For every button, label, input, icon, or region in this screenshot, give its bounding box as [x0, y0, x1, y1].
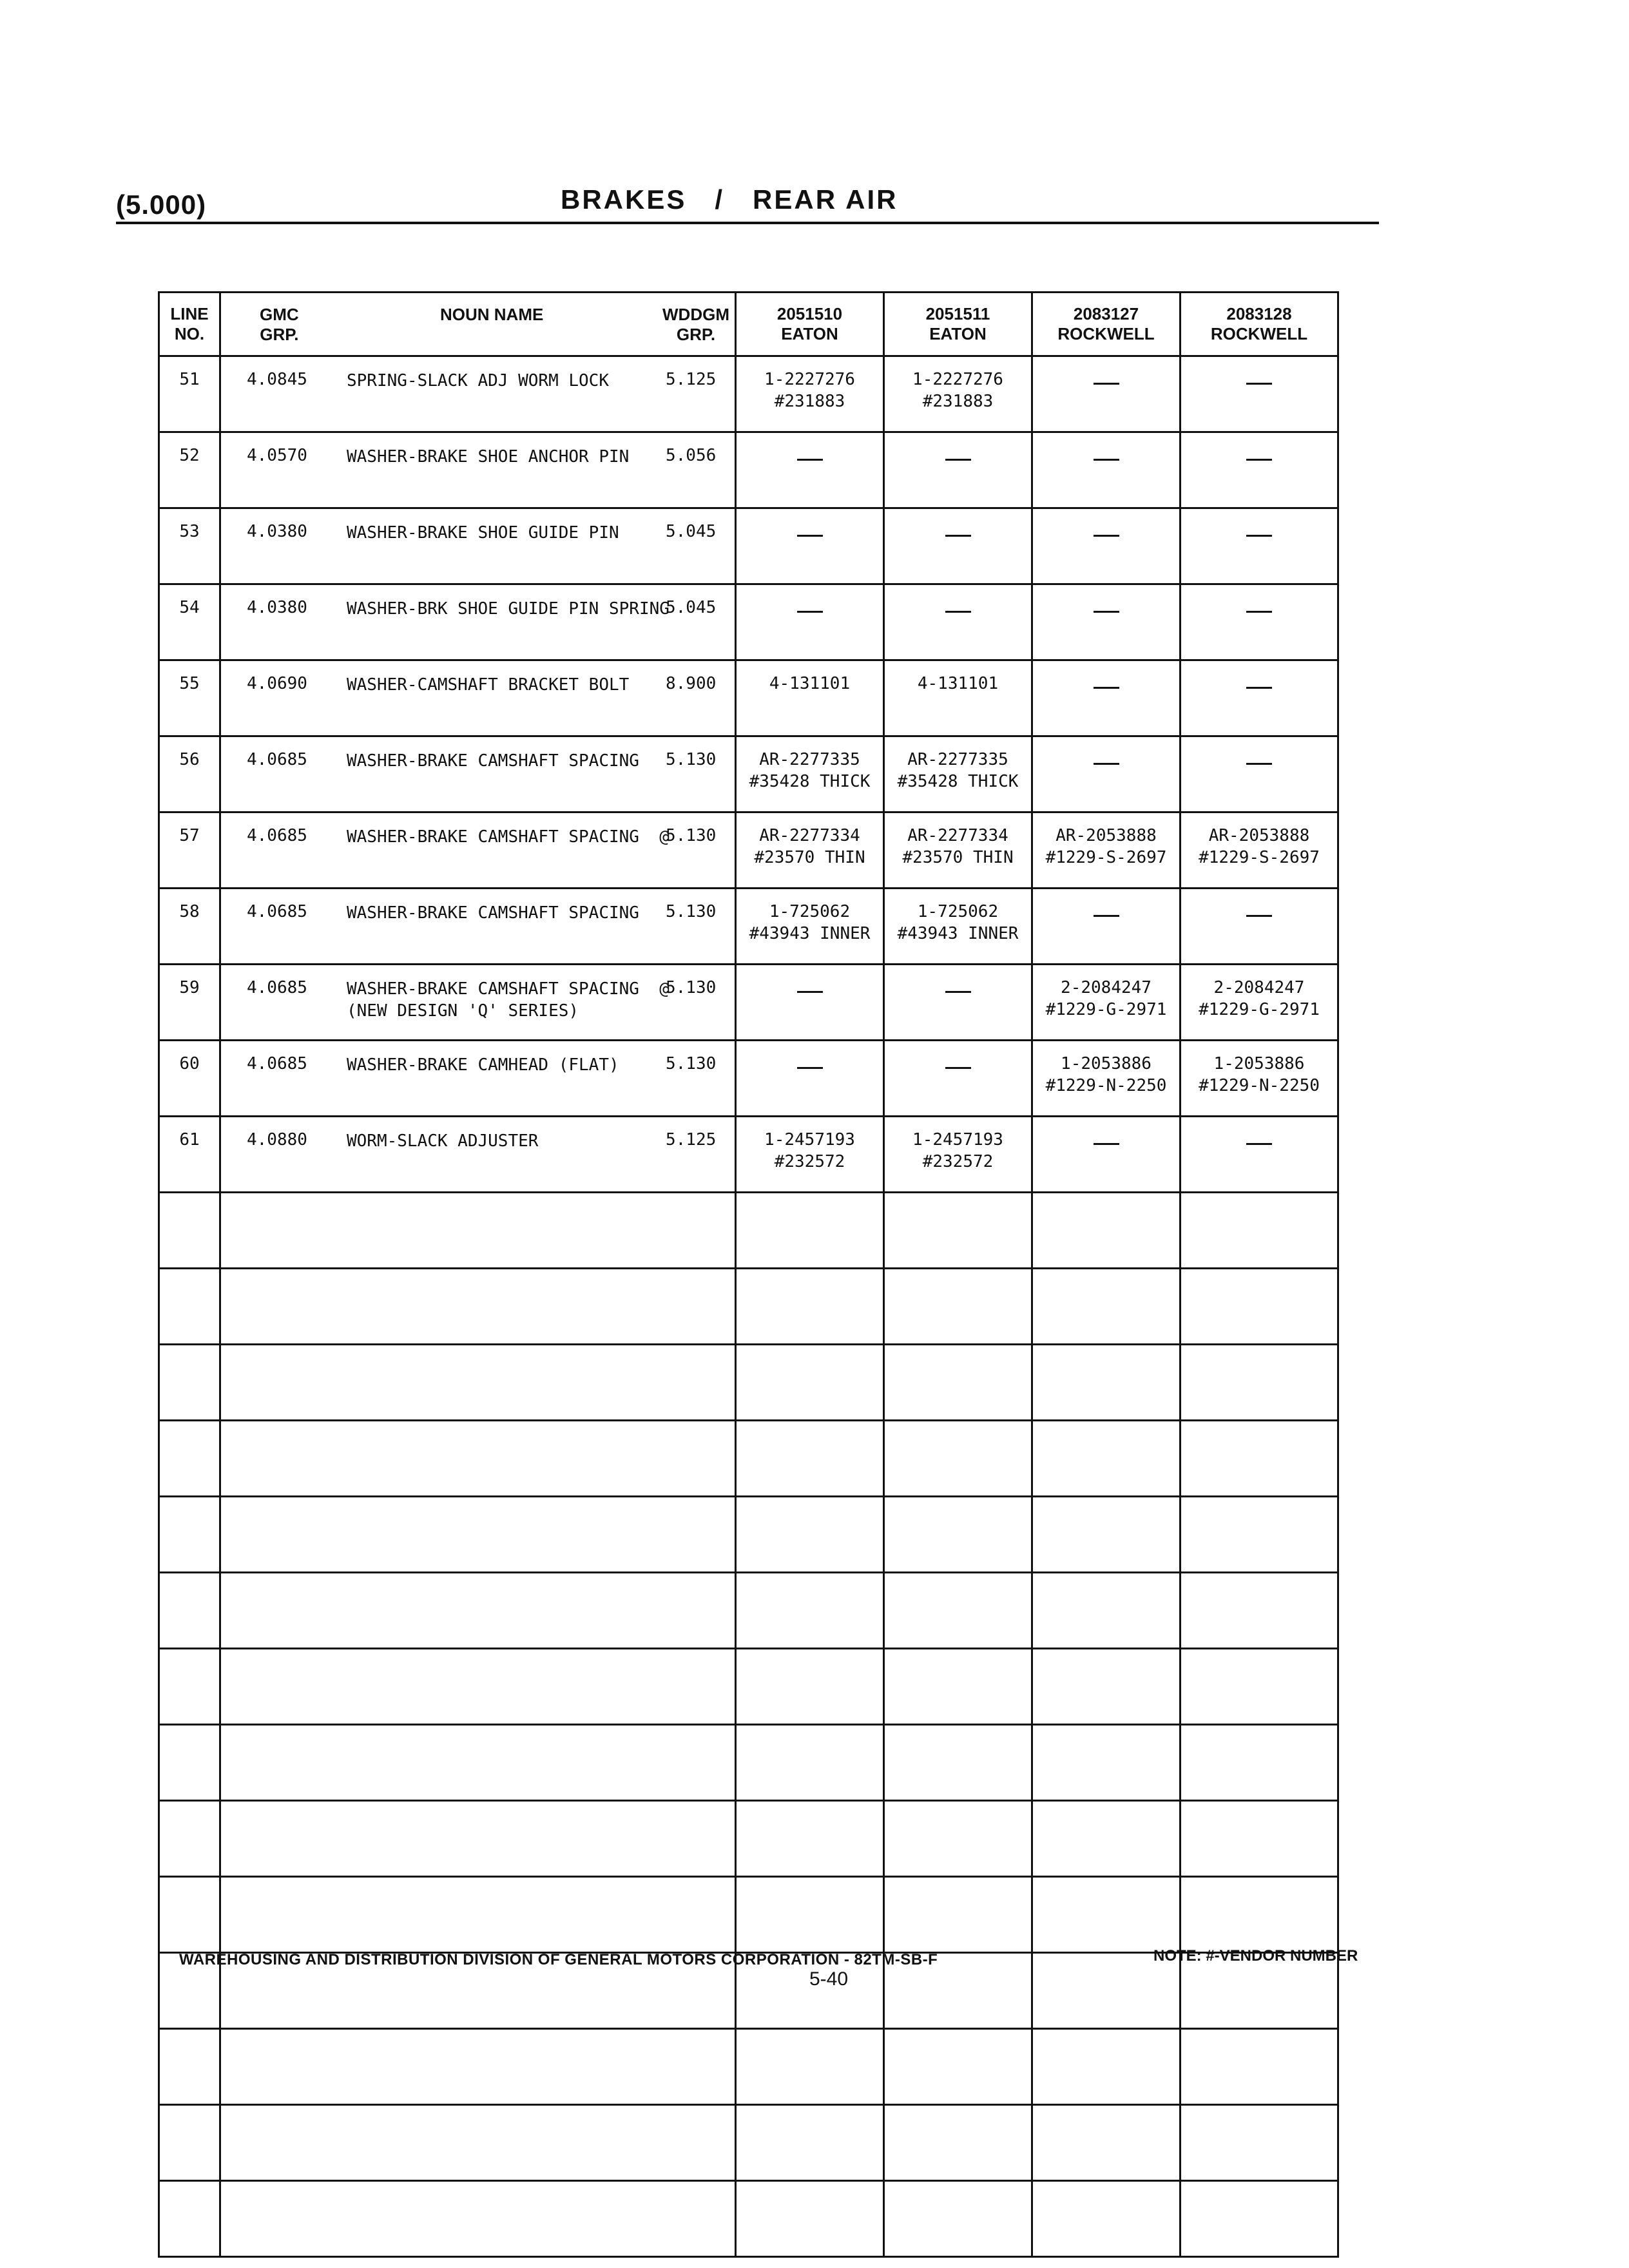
- vendor-4-cell: [1181, 356, 1338, 432]
- vendor-2-cell: [884, 812, 1032, 889]
- wddgm-group: 5.045: [666, 522, 717, 541]
- page-title: BRAKES / REAR AIR: [561, 184, 898, 215]
- vendor-part-number: #1229-G-2971: [1045, 1000, 1167, 1019]
- vendor-4-cell: [1181, 889, 1338, 965]
- line-number-cell: [159, 1421, 220, 1497]
- vendor-4-cell: [1181, 1497, 1338, 1573]
- vendor-1-cell: [736, 2029, 884, 2105]
- header-v3-vendor: ROCKWELL: [1057, 324, 1155, 343]
- vendor-2-cell: [884, 1041, 1032, 1117]
- dash-mark: [945, 991, 971, 993]
- vendor-2-cell: [884, 508, 1032, 584]
- line-number-cell: 52: [159, 432, 220, 508]
- dash-mark: [945, 459, 971, 461]
- gmc-group: 4.0880: [247, 1130, 307, 1149]
- table-row: [159, 2029, 1338, 2105]
- noun-name: WASHER-CAMSHAFT BRACKET BOLT: [347, 675, 630, 695]
- vendor-1-cell: [736, 2181, 884, 2257]
- noun-name: WASHER-BRAKE SHOE GUIDE PIN: [347, 523, 619, 543]
- vendor-1-cell: [736, 736, 884, 812]
- page-number: 5-40: [809, 1968, 849, 1990]
- vendor-part-number: #232572: [774, 1152, 845, 1171]
- vendor-part-number: #43943 INNER: [749, 924, 871, 943]
- noun-name: WASHER-BRAKE SHOE ANCHOR PIN: [347, 447, 630, 466]
- vendor-2-cell: [884, 965, 1032, 1041]
- line-number-cell: 53: [159, 508, 220, 584]
- vendor-part-number: AR-2277334: [759, 826, 860, 845]
- gmc-group: 4.0685: [247, 750, 307, 769]
- vendor-2-cell: [884, 1801, 1032, 1877]
- line-number-cell: [159, 1497, 220, 1573]
- header-vendor-1: [736, 293, 884, 356]
- vendor-part-number: 1-725062: [769, 902, 851, 921]
- vendor-part-number: 1-2227276: [764, 370, 855, 389]
- dash-mark: [797, 611, 823, 613]
- vendor-3-cell: [1032, 2105, 1181, 2181]
- vendor-2-cell: [884, 432, 1032, 508]
- noun-group-cell: [220, 812, 736, 889]
- vendor-3-cell: [1032, 356, 1181, 432]
- vendor-1-cell: [736, 1877, 884, 1953]
- vendor-4-cell: [1181, 2029, 1338, 2105]
- vendor-part-number: 1-2457193: [912, 1130, 1003, 1149]
- gmc-group: 4.0380: [247, 522, 307, 541]
- line-number-cell: [159, 1877, 220, 1953]
- line-number-cell: 55: [159, 660, 220, 736]
- line-number-cell: 56: [159, 736, 220, 812]
- vendor-part-number: #1229-S-2697: [1045, 848, 1167, 867]
- table-row: [159, 1801, 1338, 1877]
- table-row: [159, 432, 1338, 508]
- vendor-3-cell: [1032, 736, 1181, 812]
- noun-group-cell: [220, 1801, 736, 1877]
- vendor-2-cell: [884, 1649, 1032, 1725]
- vendor-4-cell: [1181, 812, 1338, 889]
- noun-group-cell: [220, 2181, 736, 2257]
- vendor-part-number: #43943 INNER: [897, 924, 1019, 943]
- line-number-cell: [159, 1649, 220, 1725]
- dash-mark: [797, 535, 823, 537]
- noun-group-cell: [220, 356, 736, 432]
- line-number-cell: [159, 1345, 220, 1421]
- table-row: [159, 1117, 1338, 1193]
- noun-group-cell: [220, 889, 736, 965]
- vendor-3-cell: [1032, 1649, 1181, 1725]
- wddgm-group: 5.130: [666, 750, 717, 769]
- dash-mark: [1094, 687, 1119, 689]
- vendor-1-cell: [736, 812, 884, 889]
- noun-group-cell: [220, 1193, 736, 1269]
- vendor-1-cell: [736, 584, 884, 660]
- dash-mark: [1094, 1143, 1119, 1145]
- table-row: [159, 1877, 1338, 1953]
- vendor-3-cell: [1032, 1877, 1181, 1953]
- vendor-4-cell: [1181, 660, 1338, 736]
- vendor-2-cell: [884, 2105, 1032, 2181]
- vendor-part-number: 1-2053886: [1061, 1054, 1152, 1073]
- noun-group-cell: [220, 1725, 736, 1801]
- line-number-cell: [159, 2181, 220, 2257]
- vendor-2-cell: [884, 2181, 1032, 2257]
- table-body: [159, 356, 1338, 2257]
- table-row: [159, 812, 1338, 889]
- vendor-2-cell: [884, 1193, 1032, 1269]
- vendor-1-cell: [736, 965, 884, 1041]
- wddgm-group: 5.130: [666, 826, 717, 845]
- header-v1-number: 2051510: [776, 304, 843, 323]
- line-number-cell: [159, 1573, 220, 1649]
- vendor-3-cell: [1032, 1117, 1181, 1193]
- vendor-part-number: 4-131101: [769, 674, 851, 693]
- vendor-4-cell: [1181, 432, 1338, 508]
- vendor-part-number: 1-2053886: [1213, 1054, 1305, 1073]
- vendor-4-cell: [1181, 584, 1338, 660]
- header-gmc: [260, 305, 299, 345]
- vendor-part-number: #1229-S-2697: [1199, 848, 1320, 867]
- header-line-no: [159, 293, 220, 356]
- table-row: [159, 1725, 1338, 1801]
- dash-mark: [1246, 611, 1272, 613]
- dash-mark: [1246, 1143, 1272, 1145]
- table-row: [159, 1649, 1338, 1725]
- header-wddgm-label: WDDGM: [662, 305, 729, 324]
- dash-mark: [1246, 687, 1272, 689]
- noun-group-cell: [220, 2029, 736, 2105]
- vendor-3-cell: [1032, 1725, 1181, 1801]
- noun-group-cell: [220, 1117, 736, 1193]
- line-number-cell: [159, 2029, 220, 2105]
- wddgm-group: 5.130: [666, 902, 717, 921]
- header-gmc-label: GMC: [260, 305, 299, 324]
- line-number-cell: 61: [159, 1117, 220, 1193]
- header-line-label: LINE: [170, 304, 209, 323]
- dash-mark: [797, 991, 823, 993]
- header-v2-vendor: EATON: [929, 324, 987, 343]
- vendor-part-number: #35428 THICK: [897, 772, 1019, 791]
- table-row: [159, 356, 1338, 432]
- footer-division: WAREHOUSING AND DISTRIBUTION DIVISION OF GENERAL MOTORS CORPORATION - 82TM-SB-F: [179, 1951, 938, 1968]
- vendor-4-cell: [1181, 965, 1338, 1041]
- vendor-1-cell: [736, 1117, 884, 1193]
- noun-group-cell: [220, 1269, 736, 1345]
- vendor-4-cell: [1181, 2181, 1338, 2257]
- vendor-1-cell: [736, 1497, 884, 1573]
- table-row: [159, 736, 1338, 812]
- line-number-cell: 59: [159, 965, 220, 1041]
- table-row: [159, 2181, 1338, 2257]
- noun-group-cell: [220, 660, 736, 736]
- header-vendor-2: [884, 293, 1032, 356]
- wddgm-group: 5.045: [666, 598, 717, 617]
- vendor-part-number: 4-131101: [917, 674, 999, 693]
- vendor-part-number: #1229-N-2250: [1045, 1076, 1167, 1095]
- vendor-2-cell: [884, 889, 1032, 965]
- header-wddgm-grp-label: GRP.: [676, 325, 716, 344]
- vendor-part-number: #232572: [922, 1152, 994, 1171]
- noun-group-cell: [220, 1497, 736, 1573]
- noun-group-cell: [220, 1877, 736, 1953]
- gmc-group: 4.0685: [247, 1054, 307, 1073]
- vendor-2-cell: [884, 1725, 1032, 1801]
- line-number-cell: 60: [159, 1041, 220, 1117]
- vendor-part-number: #1229-G-2971: [1199, 1000, 1320, 1019]
- vendor-3-cell: [1032, 1269, 1181, 1345]
- vendor-3-cell: [1032, 432, 1181, 508]
- vendor-1-cell: [736, 1345, 884, 1421]
- noun-name: SPRING-SLACK ADJ WORM LOCK: [347, 371, 609, 390]
- noun-group-cell: [220, 508, 736, 584]
- vendor-part-number: #231883: [774, 392, 845, 411]
- header-rule: [116, 222, 1379, 224]
- vendor-4-cell: [1181, 1117, 1338, 1193]
- vendor-part-number: 1-2227276: [912, 370, 1003, 389]
- vendor-3-cell: [1032, 1345, 1181, 1421]
- header-vendor-3: [1032, 293, 1181, 356]
- vendor-4-cell: [1181, 1573, 1338, 1649]
- vendor-4-cell: [1181, 1877, 1338, 1953]
- noun-name: WASHER-BRAKE CAMHEAD (FLAT): [347, 1055, 619, 1075]
- line-number-cell: 58: [159, 889, 220, 965]
- vendor-2-cell: [884, 1421, 1032, 1497]
- table-row: [159, 1193, 1338, 1269]
- table-row: [159, 584, 1338, 660]
- wddgm-group: 5.130: [666, 978, 717, 997]
- table-row: [159, 2105, 1338, 2181]
- dash-mark: [1094, 611, 1119, 613]
- line-number-cell: 51: [159, 356, 220, 432]
- header-noun-name: NOUN NAME: [440, 305, 544, 324]
- noun-group-cell: [220, 432, 736, 508]
- noun-name: WASHER-BRAKE CAMSHAFT SPACING @ (NEW DESIGN 'Q' SERIES): [347, 979, 670, 1021]
- table-row: [159, 1573, 1338, 1649]
- vendor-4-cell: [1181, 1193, 1338, 1269]
- noun-group-cell: [220, 1421, 736, 1497]
- line-number-cell: [159, 2105, 220, 2181]
- wddgm-group: 8.900: [666, 674, 717, 693]
- noun-group-cell: [220, 736, 736, 812]
- wddgm-group: 5.056: [666, 446, 717, 465]
- header-noun-group: [220, 293, 736, 356]
- wddgm-group: 5.125: [666, 1130, 717, 1149]
- dash-mark: [1246, 763, 1272, 765]
- vendor-2-cell: [884, 356, 1032, 432]
- table-row: [159, 1421, 1338, 1497]
- gmc-group: 4.0570: [247, 446, 307, 465]
- vendor-3-cell: [1032, 660, 1181, 736]
- vendor-4-cell: [1181, 1345, 1338, 1421]
- line-number-cell: [159, 1801, 220, 1877]
- dash-mark: [1094, 763, 1119, 765]
- vendor-part-number: 2-2084247: [1061, 978, 1152, 997]
- dash-mark: [1246, 459, 1272, 461]
- vendor-1-cell: [736, 1573, 884, 1649]
- table-header-row: [159, 293, 1338, 356]
- noun-name: WORM-SLACK ADJUSTER: [347, 1131, 539, 1151]
- vendor-1-cell: [736, 1269, 884, 1345]
- vendor-3-cell: [1032, 1573, 1181, 1649]
- vendor-4-cell: [1181, 1421, 1338, 1497]
- table-row: [159, 965, 1338, 1041]
- header-no-label: NO.: [174, 324, 205, 343]
- vendor-part-number: 1-2457193: [764, 1130, 855, 1149]
- line-number-cell: [159, 1193, 220, 1269]
- gmc-group: 4.0685: [247, 902, 307, 921]
- vendor-2-cell: [884, 1345, 1032, 1421]
- noun-group-cell: [220, 965, 736, 1041]
- vendor-4-cell: [1181, 2105, 1338, 2181]
- vendor-2-cell: [884, 2029, 1032, 2105]
- vendor-3-cell: [1032, 2181, 1181, 2257]
- noun-group-cell: [220, 1041, 736, 1117]
- vendor-part-number: #231883: [922, 392, 994, 411]
- footer-note: NOTE: #-VENDOR NUMBER: [1153, 1947, 1358, 1965]
- header-v4-vendor: ROCKWELL: [1210, 324, 1308, 343]
- vendor-3-cell: [1032, 1193, 1181, 1269]
- vendor-1-cell: [736, 889, 884, 965]
- dash-mark: [797, 1067, 823, 1069]
- line-number-cell: [159, 1725, 220, 1801]
- vendor-1-cell: [736, 1421, 884, 1497]
- header-v2-number: 2051511: [925, 304, 990, 323]
- vendor-2-cell: [884, 1573, 1032, 1649]
- dash-mark: [1094, 915, 1119, 917]
- vendor-3-cell: [1032, 1041, 1181, 1117]
- dash-mark: [1094, 535, 1119, 537]
- vendor-2-cell: [884, 736, 1032, 812]
- vendor-part-number: #23570 THIN: [902, 848, 1014, 867]
- vendor-3-cell: [1032, 812, 1181, 889]
- page-header: [116, 174, 1379, 226]
- vendor-part-number: AR-2053888: [1208, 826, 1310, 845]
- table-row: [159, 1269, 1338, 1345]
- vendor-3-cell: [1032, 508, 1181, 584]
- table-row: [159, 1041, 1338, 1117]
- header-v1-vendor: EATON: [781, 324, 838, 343]
- vendor-3-cell: [1032, 889, 1181, 965]
- vendor-3-cell: [1032, 1801, 1181, 1877]
- vendor-3-cell: [1032, 1497, 1181, 1573]
- vendor-1-cell: [736, 1041, 884, 1117]
- vendor-2-cell: [884, 584, 1032, 660]
- line-number-cell: [159, 1269, 220, 1345]
- line-number-cell: 57: [159, 812, 220, 889]
- vendor-part-number: AR-2277335: [759, 750, 860, 769]
- vendor-1-cell: [736, 1193, 884, 1269]
- vendor-part-number: #35428 THICK: [749, 772, 871, 791]
- vendor-2-cell: [884, 660, 1032, 736]
- line-number-cell: 54: [159, 584, 220, 660]
- vendor-1-cell: [736, 508, 884, 584]
- vendor-4-cell: [1181, 1649, 1338, 1725]
- gmc-group: 4.0845: [247, 370, 307, 389]
- table-row: [159, 508, 1338, 584]
- section-code: (5.000): [116, 189, 207, 220]
- vendor-part-number: AR-2053888: [1055, 826, 1157, 845]
- vendor-3-cell: [1032, 584, 1181, 660]
- vendor-1-cell: [736, 660, 884, 736]
- dash-mark: [1094, 459, 1119, 461]
- dash-mark: [797, 459, 823, 461]
- vendor-4-cell: [1181, 508, 1338, 584]
- vendor-part-number: AR-2277335: [907, 750, 1008, 769]
- dash-mark: [1246, 383, 1272, 385]
- noun-name: WASHER-BRAKE CAMSHAFT SPACING: [347, 751, 639, 771]
- dash-mark: [1094, 383, 1119, 385]
- header-wddgm: [662, 305, 729, 345]
- noun-group-cell: [220, 1345, 736, 1421]
- vendor-2-cell: [884, 1497, 1032, 1573]
- gmc-group: 4.0380: [247, 598, 307, 617]
- gmc-group: 4.0685: [247, 978, 307, 997]
- vendor-1-cell: [736, 356, 884, 432]
- vendor-1-cell: [736, 1649, 884, 1725]
- vendor-1-cell: [736, 432, 884, 508]
- vendor-4-cell: [1181, 1801, 1338, 1877]
- noun-group-cell: [220, 2105, 736, 2181]
- table-row: [159, 1497, 1338, 1573]
- vendor-part-number: AR-2277334: [907, 826, 1008, 845]
- vendor-part-number: 2-2084247: [1213, 978, 1305, 997]
- vendor-3-cell: [1032, 965, 1181, 1041]
- dash-mark: [1246, 535, 1272, 537]
- table-row: [159, 1345, 1338, 1421]
- vendor-part-number: 1-725062: [917, 902, 999, 921]
- vendor-4-cell: [1181, 1725, 1338, 1801]
- wddgm-group: 5.125: [666, 370, 717, 389]
- dash-mark: [945, 535, 971, 537]
- vendor-4-cell: [1181, 1269, 1338, 1345]
- vendor-2-cell: [884, 1117, 1032, 1193]
- vendor-3-cell: [1032, 2029, 1181, 2105]
- noun-name: WASHER-BRK SHOE GUIDE PIN SPRING: [347, 599, 670, 619]
- vendor-3-cell: [1032, 1421, 1181, 1497]
- vendor-1-cell: [736, 2105, 884, 2181]
- header-v4-number: 2083128: [1226, 304, 1292, 323]
- wddgm-group: 5.130: [666, 1054, 717, 1073]
- noun-group-cell: [220, 1573, 736, 1649]
- vendor-part-number: #1229-N-2250: [1199, 1076, 1320, 1095]
- vendor-1-cell: [736, 1725, 884, 1801]
- dash-mark: [945, 611, 971, 613]
- vendor-4-cell: [1181, 1041, 1338, 1117]
- dash-mark: [945, 1067, 971, 1069]
- noun-group-cell: [220, 1649, 736, 1725]
- table-row: [159, 889, 1338, 965]
- dash-mark: [1246, 915, 1272, 917]
- header-v3-number: 2083127: [1073, 304, 1139, 323]
- noun-name: WASHER-BRAKE CAMSHAFT SPACING @: [347, 827, 670, 847]
- vendor-2-cell: [884, 1269, 1032, 1345]
- gmc-group: 4.0690: [247, 674, 307, 693]
- vendor-2-cell: [884, 1877, 1032, 1953]
- vendor-1-cell: [736, 1801, 884, 1877]
- header-grp-label: GRP.: [260, 325, 299, 344]
- vendor-4-cell: [1181, 736, 1338, 812]
- noun-name: WASHER-BRAKE CAMSHAFT SPACING: [347, 903, 639, 923]
- noun-group-cell: [220, 584, 736, 660]
- header-vendor-4: [1181, 293, 1338, 356]
- vendor-part-number: #23570 THIN: [754, 848, 865, 867]
- gmc-group: 4.0685: [247, 826, 307, 845]
- table-row: [159, 660, 1338, 736]
